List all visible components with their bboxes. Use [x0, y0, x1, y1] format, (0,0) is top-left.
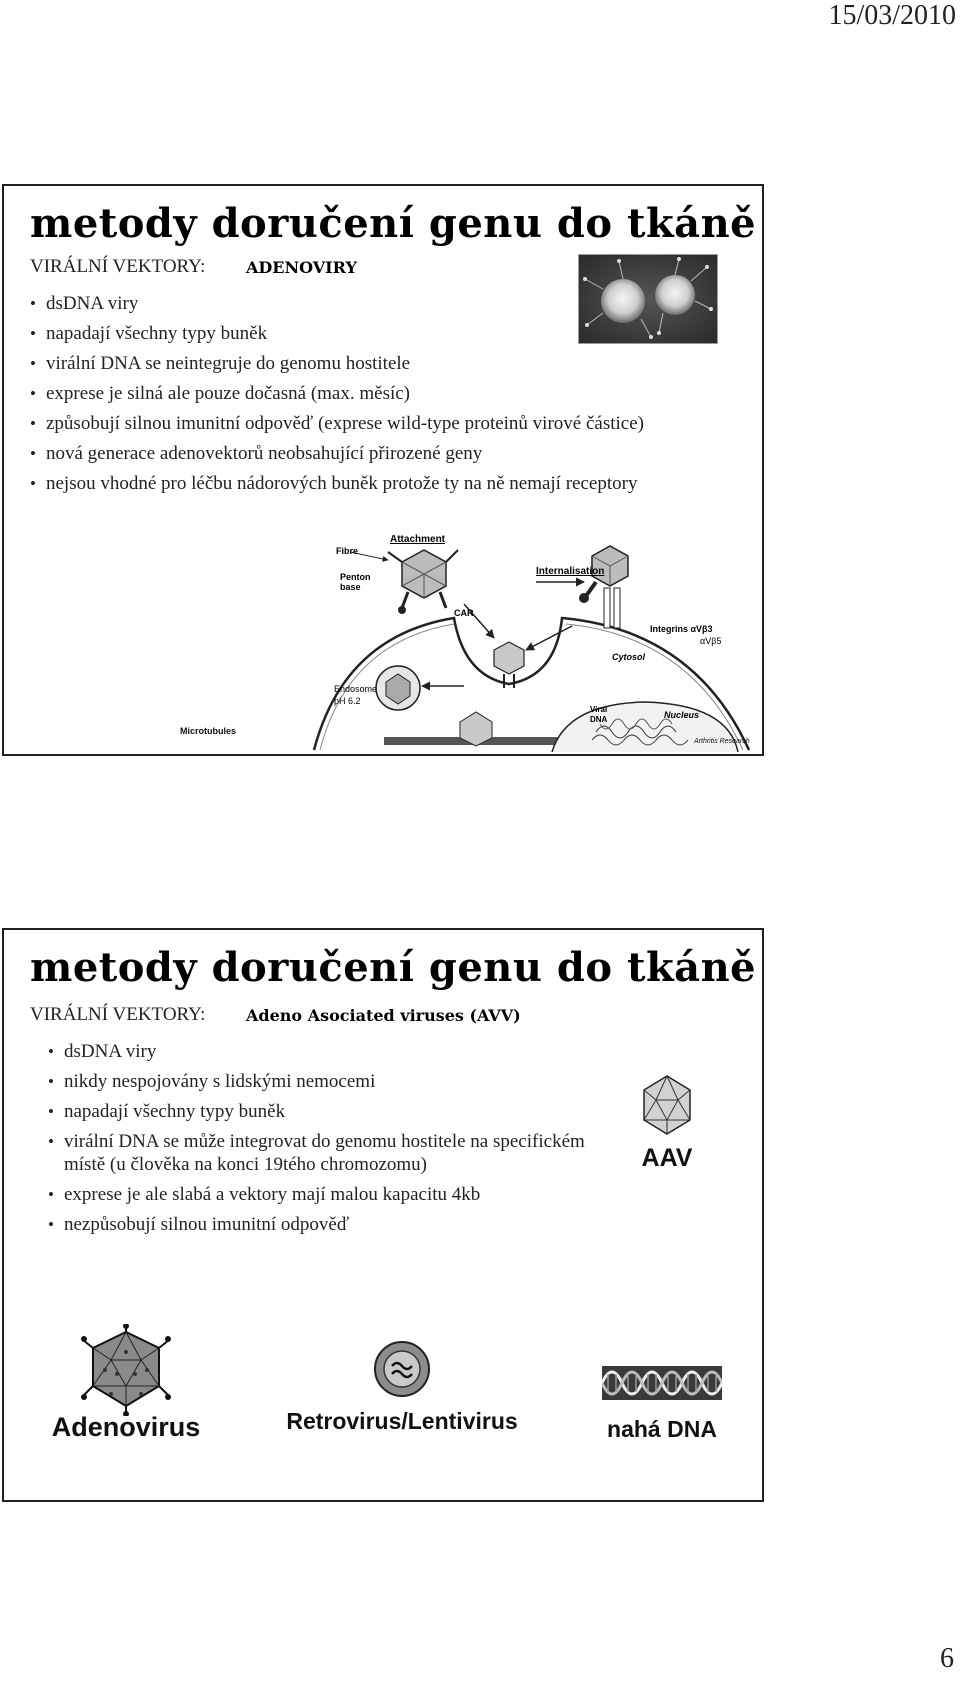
list-item: • nezpůsobují silnou imunitní odpověď — [48, 1213, 608, 1236]
label-penton: Penton — [340, 572, 371, 582]
label-nucleus: Nucleus — [664, 710, 700, 720]
label-base: base — [340, 582, 361, 592]
label-cytosol: Cytosol — [612, 652, 646, 662]
endosome-icon — [376, 666, 420, 710]
label-viral: Viral — [590, 705, 608, 714]
naked-dna-figure — [586, 1366, 738, 1443]
list-item: • virální DNA se neintegruje do genomu hostitele — [30, 352, 710, 375]
adenovirus-micrograph — [578, 254, 718, 344]
label-ph: pH 6.2 — [334, 696, 361, 706]
page-number: 6 — [940, 1643, 954, 1674]
aav-label: AAV — [641, 1144, 693, 1172]
aav-figure — [640, 1074, 694, 1173]
slide-adenoviry — [2, 184, 764, 756]
adenovirus-label: Adenovirus — [51, 1412, 201, 1442]
figure-source: Arthritis Research — [694, 738, 750, 745]
vector-label: VIRÁLNÍ VEKTORY: — [30, 1004, 206, 1025]
label-car: CAR — [454, 608, 474, 618]
list-item: • napadají všechny typy buněk — [48, 1100, 608, 1123]
retrovirus-label: Retrovirus/Lentivirus — [286, 1408, 518, 1434]
slide-title: metody doručení genu do tkáně — [30, 200, 757, 247]
virus-icon — [388, 550, 458, 614]
page-date: 15/03/2010 — [828, 0, 956, 31]
label-attachment: Attachment — [390, 534, 446, 545]
micrograph-image — [579, 255, 717, 343]
aav-capsid-icon — [640, 1074, 694, 1138]
vector-label: VIRÁLNÍ VEKTORY: — [30, 256, 206, 277]
label-dna: DNA — [590, 715, 608, 724]
adenovirus-figure — [44, 1324, 208, 1443]
retrovirus-figure — [266, 1340, 538, 1435]
list-item: • exprese je silná ale pouze dočasná (max. měsíc) — [30, 382, 710, 405]
virus-icon — [579, 546, 628, 628]
label-internalisation: Internalisation — [536, 566, 605, 577]
list-item: • nejsou vhodné pro léčbu nádorových buněk protože ty na ně nemají receptory — [30, 472, 686, 495]
list-item: • nová generace adenovektorů neobsahující přirozené geny — [30, 442, 710, 465]
naked-dna-label: nahá DNA — [607, 1416, 717, 1442]
retrovirus-icon — [373, 1340, 431, 1398]
list-item: • nikdy nespojovány s lidskými nemocemi — [48, 1070, 608, 1093]
list-item: • způsobují silnou imunitní odpověď (exprese wild-type proteinů virové částice) — [30, 412, 710, 435]
label-integrins: Integrins αVβ3 — [650, 624, 713, 634]
adenovirus-icon — [81, 1324, 171, 1416]
label-microtubules: Microtubules — [180, 726, 237, 736]
infection-pathway-diagram — [304, 526, 760, 752]
slide-aav — [2, 928, 764, 1502]
label-integrins-b5: αVβ5 — [700, 636, 722, 646]
bullet-list — [48, 1040, 608, 1243]
list-item: • dsDNA viry — [48, 1040, 608, 1063]
vector-name: ADENOVIRY — [246, 258, 357, 277]
list-item: • exprese je ale slabá a vektory mají malou kapacitu 4kb — [48, 1183, 608, 1206]
list-item: • napadají všechny typy buněk — [30, 322, 710, 345]
list-item: • dsDNA viry — [30, 292, 710, 315]
list-item: • virální DNA se může integrovat do genomu hostitele na specifickém místě (u člověka na konci 19tého chromozomu) — [48, 1130, 608, 1176]
label-fibre: Fibre — [336, 546, 359, 556]
label-endosome: Endosome — [334, 684, 378, 694]
slide-title: metody doručení genu do tkáně — [30, 944, 757, 991]
vector-name: Adeno Asociated viruses (AVV) — [246, 1006, 521, 1025]
dna-helix-icon — [602, 1366, 722, 1400]
